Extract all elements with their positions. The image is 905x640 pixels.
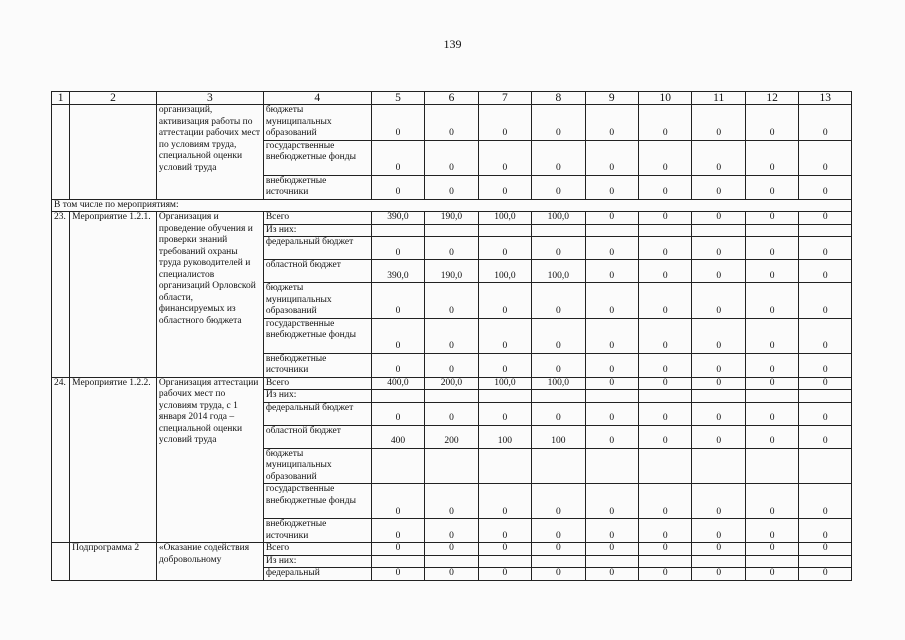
table-row [52,212,852,225]
value-cell: 100,0 [532,212,585,225]
value-cell: 0 [745,140,798,175]
value-cell: 0 [745,237,798,260]
value-cell [745,224,798,237]
value-cell [692,390,745,403]
value-cell [639,555,692,568]
column-header: 10 [639,92,692,105]
value-cell: 0 [639,212,692,225]
value-cell [639,390,692,403]
value-cell: 100,0 [478,260,531,283]
value-cell [745,555,798,568]
value-cell: 0 [639,237,692,260]
value-cell: 200,0 [425,377,478,390]
value-cell: 0 [799,237,852,260]
value-cell: 0 [745,519,798,543]
value-cell: 390,0 [371,212,424,225]
funding-source: внебюджетные источники [263,175,371,199]
page-number: 139 [443,37,462,51]
value-cell: 0 [799,140,852,175]
value-cell: 0 [692,425,745,448]
value-cell: 190,0 [425,212,478,225]
value-cell: 0 [478,353,531,377]
value-cell: 0 [639,260,692,283]
value-cell: 0 [799,377,852,390]
value-cell: 0 [425,140,478,175]
value-cell [532,390,585,403]
funding-source: федеральный [263,568,371,581]
value-cell: 0 [799,283,852,319]
value-cell: 0 [532,568,585,581]
value-cell [371,448,424,484]
value-cell: 0 [692,105,745,141]
value-cell: 0 [585,543,638,556]
value-cell: 0 [425,283,478,319]
value-cell: 0 [692,212,745,225]
value-cell: 0 [692,175,745,199]
column-header: 5 [371,92,424,105]
value-cell: 0 [745,377,798,390]
funding-source: бюджеты муниципальных образований [263,283,371,319]
row-number-cell [52,105,70,200]
funding-source: Из них: [263,390,371,403]
value-cell: 0 [799,105,852,141]
value-cell: 0 [585,175,638,199]
value-cell: 0 [532,484,585,519]
value-cell [425,224,478,237]
value-cell: 0 [639,543,692,556]
value-cell [799,224,852,237]
value-cell [799,555,852,568]
value-cell: 0 [585,283,638,319]
value-cell: 0 [799,318,852,353]
value-cell: 0 [745,543,798,556]
value-cell [371,390,424,403]
value-cell: 0 [692,318,745,353]
value-cell: 100,0 [532,260,585,283]
funding-source: федеральный бюджет [263,402,371,425]
column-header: 1 [52,92,70,105]
value-cell [799,390,852,403]
value-cell: 0 [745,318,798,353]
value-cell: 0 [425,237,478,260]
measure-number: 23. [52,212,70,378]
measure-description: Организация аттестации рабочих мест по условиям труда, с 1 января 2014 года – специальной оценки условий труда [156,377,263,543]
section-row [52,199,852,212]
value-cell: 0 [532,283,585,319]
value-cell: 0 [692,237,745,260]
value-cell: 400 [371,425,424,448]
value-cell: 0 [478,140,531,175]
value-cell [585,224,638,237]
value-cell: 0 [425,175,478,199]
value-cell [745,448,798,484]
value-cell: 0 [639,568,692,581]
value-cell: 0 [639,377,692,390]
value-cell: 0 [692,519,745,543]
value-cell: 0 [425,484,478,519]
value-cell: 0 [371,283,424,319]
value-cell: 0 [425,519,478,543]
column-header: 12 [745,92,798,105]
value-cell [478,448,531,484]
value-cell: 0 [692,568,745,581]
value-cell: 0 [478,283,531,319]
value-cell: 0 [371,402,424,425]
value-cell [371,555,424,568]
value-cell: 0 [799,425,852,448]
value-cell: 100,0 [478,377,531,390]
value-cell: 0 [371,175,424,199]
value-cell [371,224,424,237]
value-cell: 0 [478,519,531,543]
value-cell: 190,0 [425,260,478,283]
value-cell: 0 [478,484,531,519]
column-header: 11 [692,92,745,105]
value-cell: 0 [799,175,852,199]
funding-source: Всего [263,377,371,390]
value-cell: 0 [585,402,638,425]
column-header: 9 [585,92,638,105]
value-cell: 0 [692,543,745,556]
value-cell: 0 [425,105,478,141]
value-cell: 0 [639,283,692,319]
value-cell: 0 [371,543,424,556]
value-cell [425,390,478,403]
value-cell: 0 [585,318,638,353]
funding-source: бюджеты муниципальных образований [263,105,371,141]
value-cell: 0 [639,519,692,543]
value-cell: 0 [799,568,852,581]
value-cell: 100,0 [478,212,531,225]
value-cell: 0 [425,318,478,353]
value-cell: 0 [425,543,478,556]
value-cell: 0 [585,237,638,260]
value-cell: 0 [585,353,638,377]
value-cell: 0 [745,484,798,519]
value-cell: 0 [639,175,692,199]
value-cell: 0 [799,212,852,225]
value-cell: 0 [692,283,745,319]
measure-number [52,543,70,581]
value-cell: 0 [799,353,852,377]
funding-source: областной бюджет [263,260,371,283]
value-cell: 0 [371,237,424,260]
value-cell: 0 [585,260,638,283]
value-cell: 0 [745,425,798,448]
value-cell: 0 [745,402,798,425]
measure-name: Подпрограмма 2 [70,543,157,581]
value-cell: 0 [371,353,424,377]
value-cell: 0 [799,543,852,556]
value-cell: 100 [478,425,531,448]
value-cell: 390,0 [371,260,424,283]
value-cell: 0 [745,105,798,141]
value-cell [478,555,531,568]
budget-table [51,91,852,581]
measure-name: Мероприятие 1.2.2. [70,377,157,543]
value-cell: 400,0 [371,377,424,390]
value-cell: 0 [532,140,585,175]
table-row [52,105,852,141]
funding-source: областной бюджет [263,425,371,448]
column-header: 3 [156,92,263,105]
value-cell: 0 [478,402,531,425]
value-cell: 0 [585,140,638,175]
value-cell: 0 [425,402,478,425]
row-name-cell [70,105,157,200]
value-cell: 0 [478,568,531,581]
value-cell: 0 [745,568,798,581]
value-cell: 0 [371,568,424,581]
value-cell: 0 [799,484,852,519]
value-cell: 0 [639,425,692,448]
funding-source: Из них: [263,224,371,237]
value-cell: 0 [478,175,531,199]
header-row [52,92,852,105]
funding-source: Из них: [263,555,371,568]
value-cell [799,448,852,484]
funding-source: Всего [263,543,371,556]
value-cell: 0 [692,353,745,377]
value-cell [532,448,585,484]
value-cell [692,555,745,568]
value-cell: 0 [478,105,531,141]
column-header: 7 [478,92,531,105]
value-cell: 200 [425,425,478,448]
value-cell [639,448,692,484]
value-cell: 0 [639,318,692,353]
value-cell: 0 [639,140,692,175]
funding-source: Всего [263,212,371,225]
funding-source: государственные внебюджетные фонды [263,140,371,175]
value-cell: 0 [639,484,692,519]
value-cell: 0 [799,402,852,425]
value-cell: 100 [532,425,585,448]
value-cell [692,224,745,237]
value-cell: 0 [532,175,585,199]
value-cell: 0 [478,237,531,260]
value-cell [585,555,638,568]
value-cell: 0 [585,212,638,225]
measure-description: «Оказание содействия добровольному [156,543,263,581]
measure-number: 24. [52,377,70,543]
value-cell: 0 [585,425,638,448]
value-cell: 0 [585,105,638,141]
funding-source: внебюджетные источники [263,353,371,377]
value-cell: 0 [639,402,692,425]
value-cell: 0 [692,377,745,390]
funding-source: государственные внебюджетные фонды [263,318,371,353]
value-cell [692,448,745,484]
value-cell: 0 [745,283,798,319]
value-cell: 0 [585,484,638,519]
value-cell [532,555,585,568]
table-row [52,543,852,556]
value-cell [478,224,531,237]
column-header: 2 [70,92,157,105]
value-cell: 0 [692,140,745,175]
value-cell [639,224,692,237]
value-cell: 0 [745,260,798,283]
value-cell: 0 [371,105,424,141]
value-cell [585,448,638,484]
value-cell: 0 [745,175,798,199]
value-cell: 0 [799,260,852,283]
row-description: организаций, активизация работы по аттестации рабочих мест по условиям труда, специальной оценки условий труда [156,105,263,200]
column-header: 6 [425,92,478,105]
value-cell: 0 [371,318,424,353]
value-cell: 0 [532,237,585,260]
value-cell: 0 [371,519,424,543]
funding-source: государственные внебюджетные фонды [263,484,371,519]
value-cell: 100,0 [532,377,585,390]
column-header: 13 [799,92,852,105]
column-header: 4 [263,92,371,105]
value-cell: 0 [585,519,638,543]
value-cell: 0 [799,519,852,543]
value-cell: 0 [585,568,638,581]
value-cell: 0 [532,402,585,425]
funding-source: внебюджетные источники [263,519,371,543]
value-cell: 0 [478,318,531,353]
table-row [52,377,852,390]
funding-source: федеральный бюджет [263,237,371,260]
value-cell: 0 [425,568,478,581]
measure-description: Организация и проведение обучения и проверки знаний требований охраны труда руководителей и специалистов организаций Орловской области, финансируемых из областного бюджета [156,212,263,378]
value-cell: 0 [478,543,531,556]
value-cell [585,390,638,403]
value-cell: 0 [532,105,585,141]
value-cell: 0 [532,519,585,543]
value-cell: 0 [532,318,585,353]
value-cell: 0 [639,105,692,141]
section-label: В том числе по мероприятиям: [52,199,852,212]
value-cell: 0 [745,353,798,377]
column-header: 8 [532,92,585,105]
value-cell [478,390,531,403]
value-cell [745,390,798,403]
value-cell: 0 [371,140,424,175]
value-cell [532,224,585,237]
value-cell: 0 [692,260,745,283]
value-cell: 0 [692,402,745,425]
value-cell: 0 [639,353,692,377]
value-cell: 0 [585,377,638,390]
funding-source: бюджеты муниципальных образований [263,448,371,484]
value-cell: 0 [745,212,798,225]
value-cell: 0 [371,484,424,519]
value-cell: 0 [692,484,745,519]
value-cell: 0 [425,353,478,377]
measure-name: Мероприятие 1.2.1. [70,212,157,378]
value-cell [425,555,478,568]
value-cell: 0 [532,543,585,556]
value-cell: 0 [532,353,585,377]
value-cell [425,448,478,484]
